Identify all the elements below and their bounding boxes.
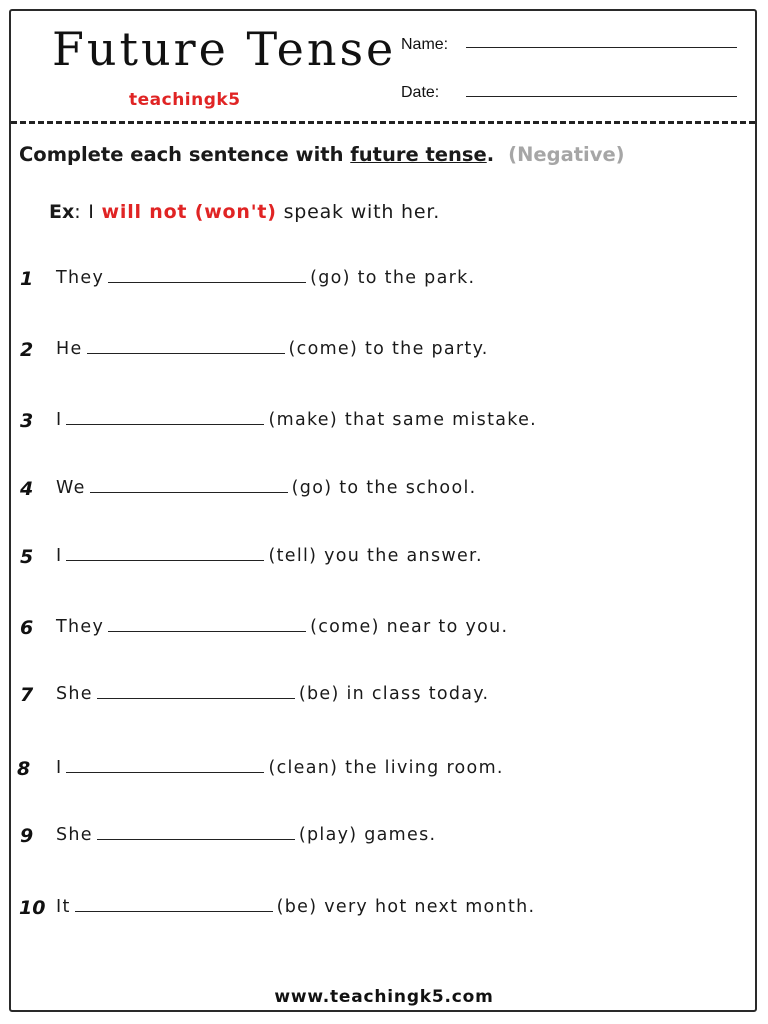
dashed-divider [11,121,755,124]
question-text [56,825,436,845]
date-field[interactable] [466,96,737,97]
instructions-prefix: Complete each sentence with [19,143,344,166]
question-verb: (go) to the park. [310,268,476,288]
answer-blank[interactable] [75,897,273,912]
question-row [0,684,768,712]
question-verb: (come) near to you. [310,617,509,637]
question-row [0,339,768,367]
question-row [0,825,768,853]
question-subject: I [56,546,63,566]
question-verb: (make) that same mistake. [268,410,538,430]
question-subject: She [56,684,93,704]
question-number: 1 [20,268,34,290]
question-subject: I [56,410,63,430]
question-number: 2 [20,339,34,361]
question-subject: It [56,897,71,917]
question-row [0,268,768,296]
brand-label: teachingk5 [129,90,241,110]
question-text [56,684,489,704]
name-label: Name: [401,36,449,53]
question-row [0,478,768,506]
instructions-period: . [486,143,495,166]
question-row [0,410,768,438]
answer-blank[interactable] [97,825,295,840]
question-number: 10 [19,897,46,919]
footer-url: www.teachingk5.com [274,987,494,1007]
question-verb: (be) very hot next month. [276,897,536,917]
question-number: 3 [20,410,34,432]
answer-blank[interactable] [108,268,306,283]
question-row [0,617,768,645]
example-subject: I [88,201,95,223]
question-row [0,758,768,786]
example-colon: : [74,201,82,223]
question-verb: (come) to the party. [288,339,489,359]
question-subject: They [56,617,105,637]
question-verb: (be) in class today. [298,684,490,704]
answer-blank[interactable] [66,546,264,561]
answer-blank[interactable] [66,758,264,773]
question-verb: (tell) you the answer. [268,546,483,566]
name-field[interactable] [466,47,737,48]
instructions-underlined: future tense [350,143,487,166]
question-text [56,410,537,430]
question-subject: We [56,478,86,498]
answer-blank[interactable] [66,410,264,425]
question-text [56,758,504,778]
instructions-note: (Negative) [508,143,625,166]
example-label: Ex [49,201,75,223]
question-number: 5 [20,546,34,568]
question-number: 6 [20,617,34,639]
example-rest: speak with her. [283,201,441,223]
question-text [56,268,475,288]
worksheet-title: Future Tense [52,22,397,76]
answer-blank[interactable] [87,339,285,354]
question-number: 4 [20,478,34,500]
instructions [19,143,625,166]
question-verb: (go) to the school. [291,478,477,498]
question-row [0,546,768,574]
example-sentence [49,201,440,223]
question-subject: I [56,758,63,778]
question-number: 7 [20,684,34,706]
answer-blank[interactable] [97,684,295,699]
question-number: 9 [20,825,34,847]
question-row [0,897,768,925]
question-verb: (play) games. [298,825,437,845]
question-text [56,617,508,637]
question-subject: He [56,339,83,359]
answer-blank[interactable] [108,617,306,632]
date-label: Date: [401,84,440,101]
question-verb: (clean) the living room. [268,758,504,778]
example-answer: will not (won't) [101,201,277,223]
question-text [56,546,483,566]
question-subject: She [56,825,93,845]
question-number: 8 [17,758,31,780]
answer-blank[interactable] [90,478,288,493]
question-text [56,897,535,917]
question-text [56,478,476,498]
question-subject: They [56,268,105,288]
question-text [56,339,489,359]
